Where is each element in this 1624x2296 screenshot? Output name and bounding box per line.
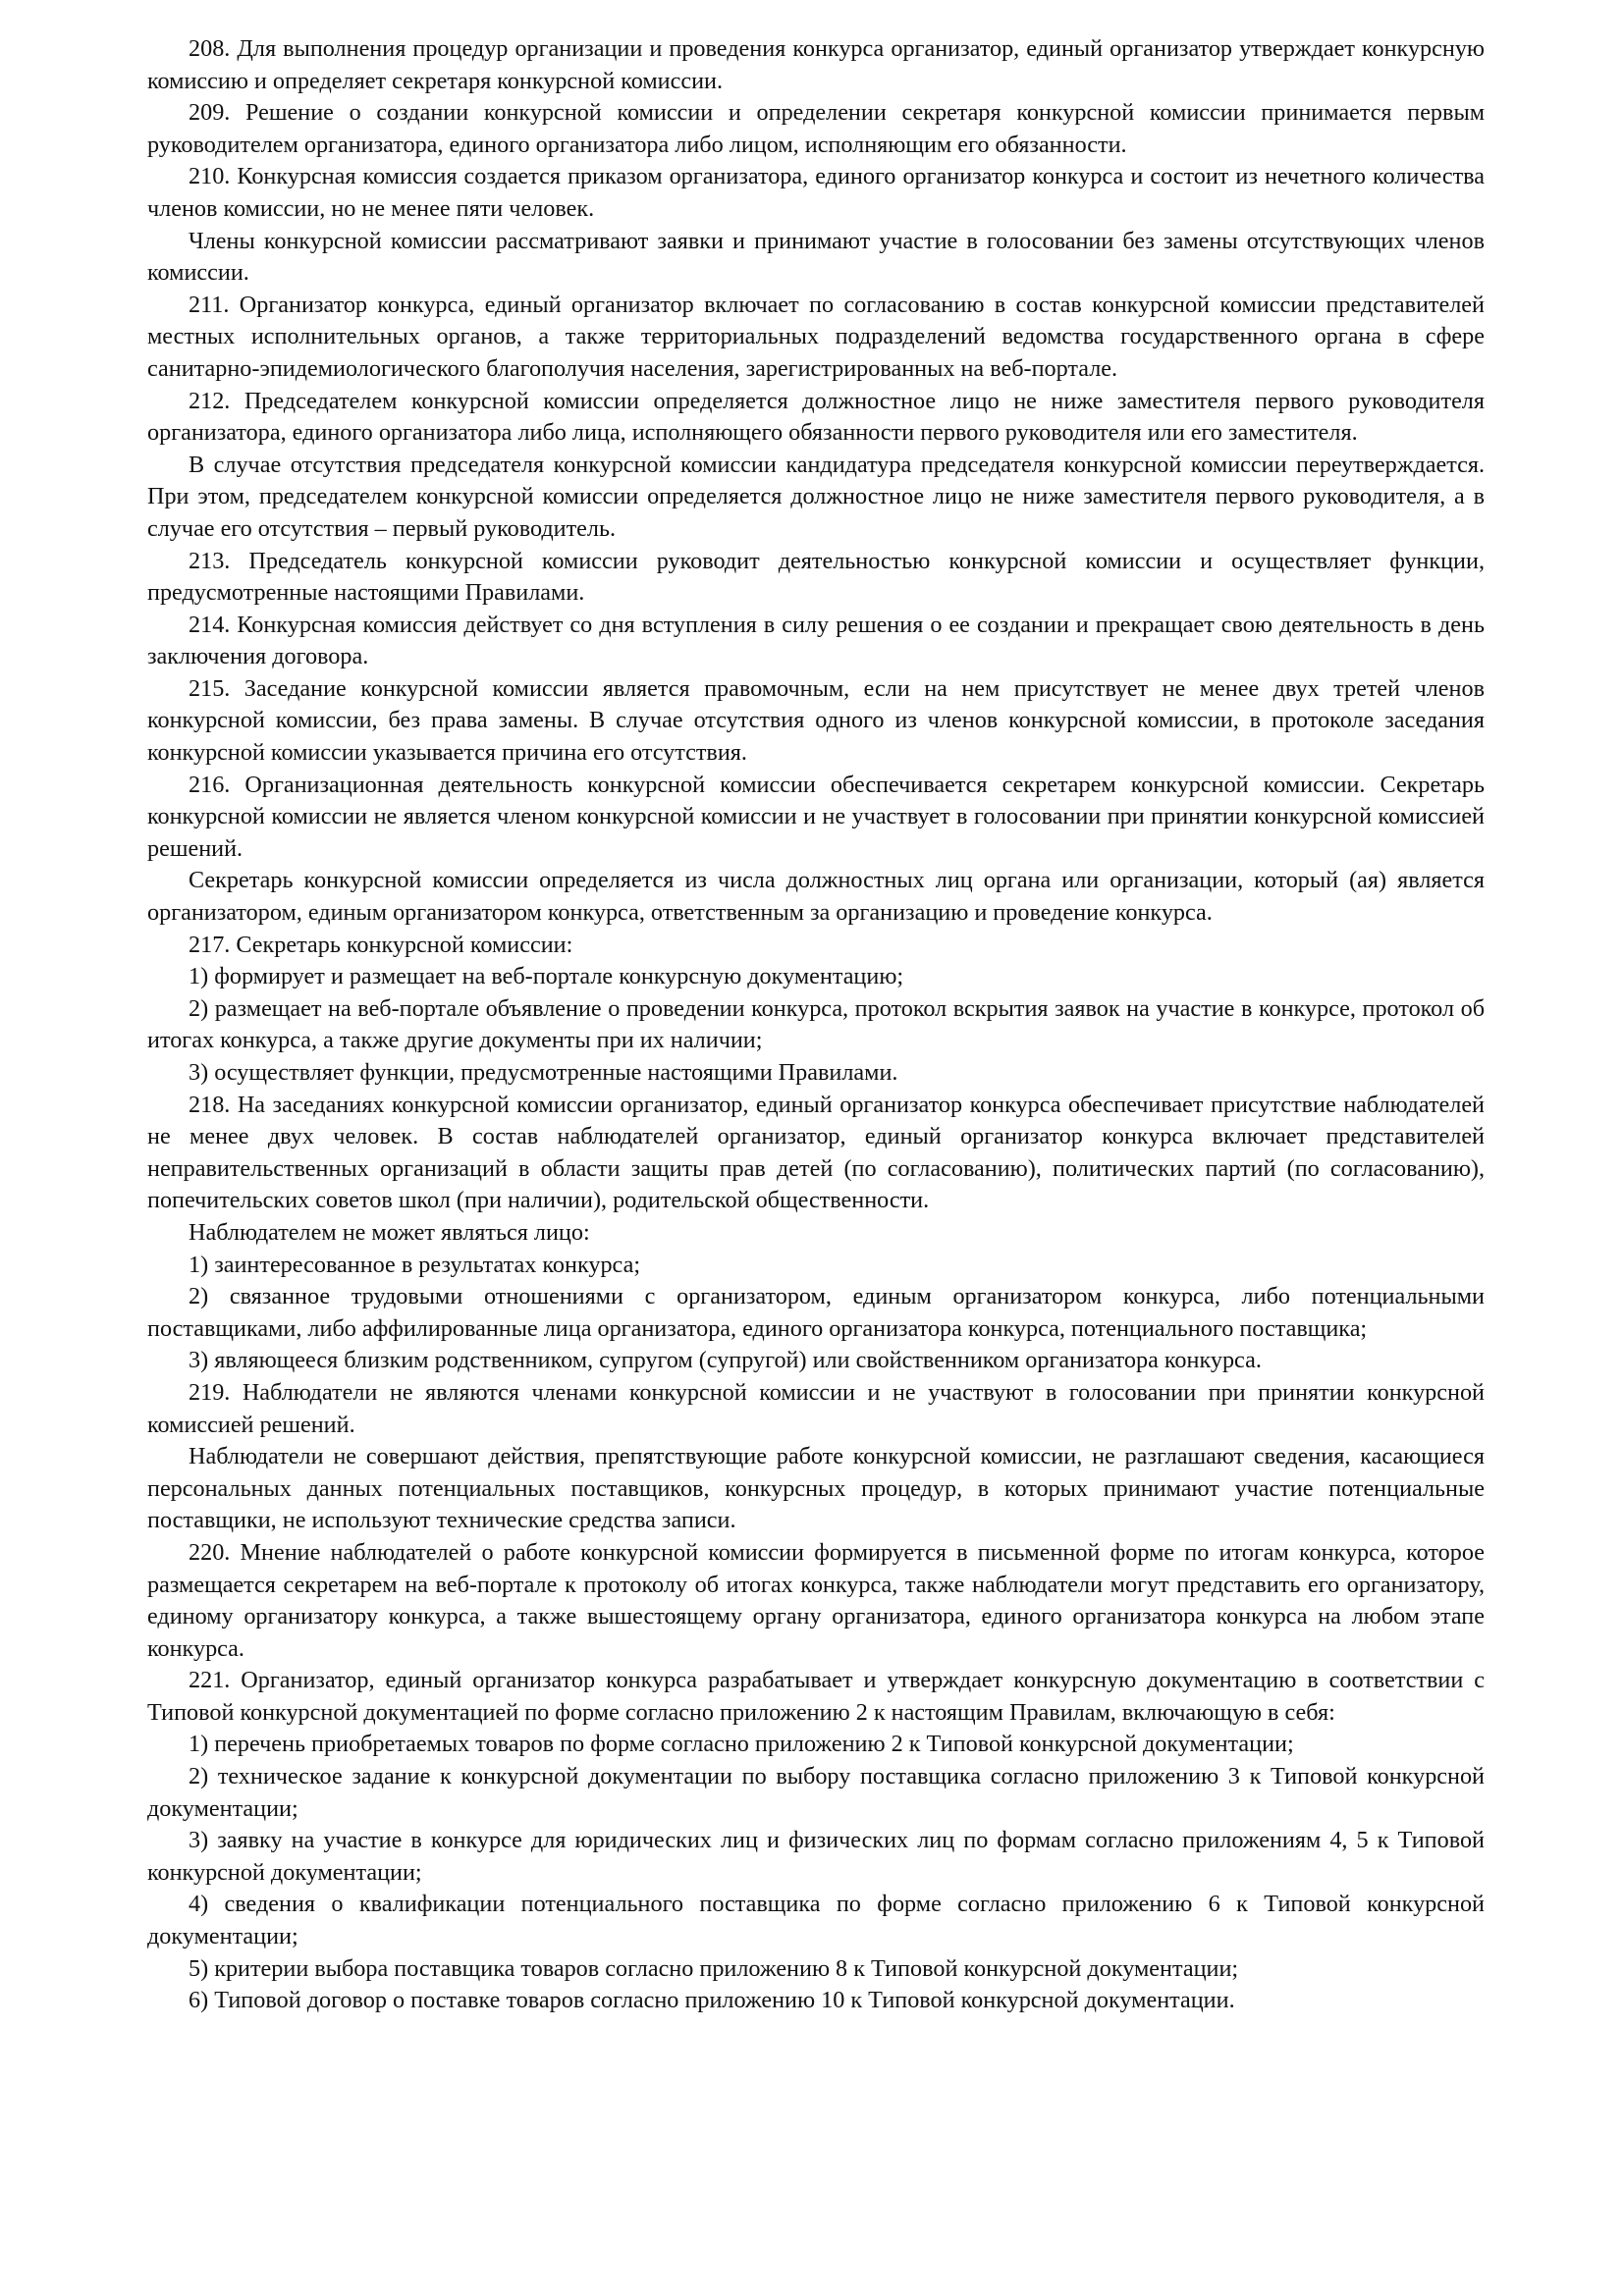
list-item-221-2: 2) техническое задание к конкурсной документации по выбору поставщика согласно приложению 3 к Типовой конкурсной документации;	[147, 1763, 1485, 1822]
paragraph-208: 208. Для выполнения процедур организации и проведения конкурса организатор, единый организатор утверждает конкурсную комиссию и определяет секретаря конкурсной комиссии.	[147, 35, 1485, 94]
paragraph-219-observers: Наблюдатели не совершают действия, препятствующие работе конкурсной комиссии, не разглашают сведения, касающиеся персональных данных потенциальных поставщиков, конкурсных процедур, в которых принимают участие потенциальные поставщики, не используют технические средства записи.	[147, 1443, 1485, 1534]
paragraph-213: 213. Председатель конкурсной комиссии руководит деятельностью конкурсной комиссии и осуществляет функции, предусмотренные настоящими Правилами.	[147, 547, 1485, 607]
paragraph-210-members: Члены конкурсной комиссии рассматривают заявки и принимают участие в голосовании без замены отсутствующих членов комиссии.	[147, 227, 1485, 287]
list-item-217-1: 1) формирует и размещает на веб-портале конкурсную документацию;	[189, 963, 904, 990]
list-item-221-3: 3) заявку на участие в конкурсе для юридических лиц и физических лиц по формам согласно приложениям 4, 5 к Типовой конкурсной документации;	[147, 1827, 1485, 1886]
paragraph-216: 216. Организационная деятельность конкурсной комиссии обеспечивается секретарем конкурсной комиссии. Секретарь конкурсной комиссии не является членом конкурсной комиссии и не участвует в голосовании при принятии конкурсной комиссией решений.	[147, 771, 1485, 862]
paragraph-218-observer: Наблюдателем не может являться лицо:	[189, 1218, 590, 1246]
list-item-221-5: 5) критерии выбора поставщика товаров согласно приложению 8 к Типовой конкурсной документации;	[189, 1954, 1239, 1982]
list-item-221-1: 1) перечень приобретаемых товаров по форме согласно приложению 2 к Типовой конкурсной документации;	[189, 1731, 1294, 1758]
document-page	[147, 33, 1485, 2017]
list-item-217-3: 3) осуществляет функции, предусмотренные настоящими Правилами.	[189, 1059, 898, 1086]
list-item-221-4: 4) сведения о квалификации потенциального поставщика по форме согласно приложению 6 к Типовой конкурсной документации;	[147, 1891, 1485, 1950]
list-item-218-1: 1) заинтересованное в результатах конкурса;	[189, 1251, 641, 1278]
paragraph-218: 218. На заседаниях конкурсной комиссии организатор, единый организатор конкурса обеспечивает присутствие наблюдателей не менее двух человек. В состав наблюдателей организатор, единый организатор конкурса включает представителей неправительственных организаций в области защиты прав детей (по согласованию), политических партий (по согласованию), попечительских советов школ (при наличии), родительской общественности.	[147, 1091, 1485, 1214]
paragraph-211: 211. Организатор конкурса, единый организатор включает по согласованию в состав конкурсной комиссии представителей местных исполнительных органов, а также территориальных подразделений ведомства государственного органа в сфере санитарно-эпидемиологического благополучия населения, зарегистрированных на веб-портале.	[147, 291, 1485, 382]
list-item-218-3: 3) являющееся близким родственником, супругом (супругой) или свойственником организатора конкурса.	[189, 1347, 1262, 1374]
paragraph-219: 219. Наблюдатели не являются членами конкурсной комиссии и не участвуют в голосовании при принятии конкурсной комиссией решений.	[147, 1378, 1485, 1438]
paragraph-216-secretary: Секретарь конкурсной комиссии определяется из числа должностных лиц органа или организации, который (ая) является организатором, единым организатором конкурса, ответственным за организацию и проведение конкурса.	[147, 867, 1485, 927]
list-item-218-2: 2) связанное трудовыми отношениями с организатором, единым организатором конкурса, либо потенциальными поставщиками, либо аффилированные лица организатора, единого организатора конкурса, потенциального поставщика;	[147, 1283, 1485, 1342]
paragraph-212: 212. Председателем конкурсной комиссии определяется должностное лицо не ниже заместителя первого руководителя организатора, единого организатора либо лица, исполняющего обязанности первого руководителя или его заместителя.	[147, 387, 1485, 447]
paragraph-221: 221. Организатор, единый организатор конкурса разрабатывает и утверждает конкурсную документацию в соответствии с Типовой конкурсной документацией по форме согласно приложению 2 к настоящим Правилам, включающую в себя:	[147, 1667, 1485, 1726]
paragraph-215: 215. Заседание конкурсной комиссии является правомочным, если на нем присутствует не менее двух третей членов конкурсной комиссии, без права замены. В случае отсутствия одного из членов конкурсной комиссии, в протоколе заседания конкурсной комиссии указывается причина его отсутствия.	[147, 674, 1485, 767]
list-item-221-6: 6) Типовой договор о поставке товаров согласно приложению 10 к Типовой конкурсной документации.	[189, 1987, 1235, 2014]
list-item-217-2: 2) размещает на веб-портале объявление о проведении конкурса, протокол вскрытия заявок на участие в конкурсе, протокол об итогах конкурса, а также другие документы при их наличии;	[147, 994, 1485, 1054]
paragraph-214: 214. Конкурсная комиссия действует со дня вступления в силу решения о ее создании и прекращает свою деятельность в день заключения договора.	[147, 611, 1485, 670]
paragraph-209: 209. Решение о создании конкурсной комиссии и определении секретаря конкурсной комиссии принимается первым руководителем организатора, единого организатора либо лицом, исполняющим его обязанности.	[147, 99, 1485, 158]
paragraph-220: 220. Мнение наблюдателей о работе конкурсной комиссии формируется в письменной форме по итогам конкурса, которое размещается секретарем на веб-портале к протоколу об итогах конкурса, также наблюдатели могут представить его организатору, единому организатору конкурса, а также вышестоящему органу организатора, единого организатора конкурса на любом этапе конкурса.	[147, 1538, 1485, 1662]
paragraph-212-absence: В случае отсутствия председателя конкурсной комиссии кандидатура председателя конкурсной комиссии переутверждается. При этом, председателем конкурсной комиссии определяется должностное лицо не ниже заместителя первого руководителя, а в случае его отсутствия – первый руководитель.	[147, 451, 1485, 542]
paragraph-210: 210. Конкурсная комиссия создается приказом организатора, единого организатор конкурса и состоит из нечетного количества членов комиссии, но не менее пяти человек.	[147, 163, 1485, 222]
paragraph-217: 217. Секретарь конкурсной комиссии:	[189, 931, 573, 958]
